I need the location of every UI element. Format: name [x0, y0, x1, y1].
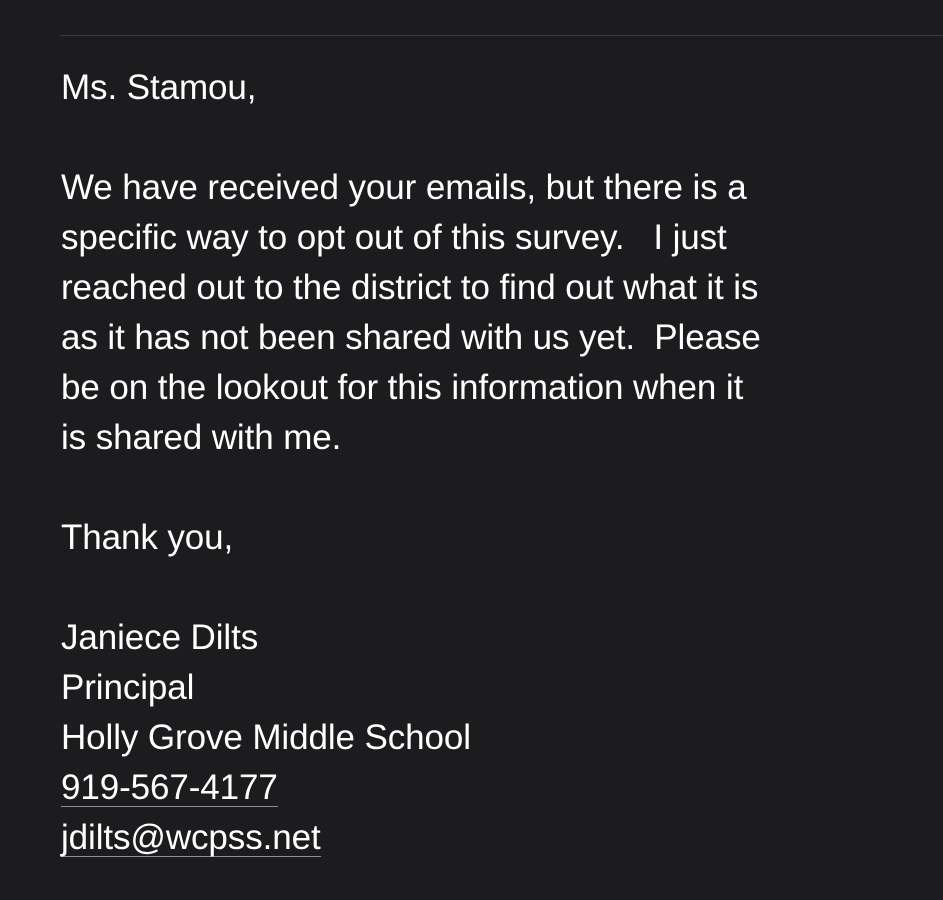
email-body: [61, 63, 921, 863]
email-address-link[interactable]: jdilts@wcpss.net: [61, 818, 321, 857]
signature-phone-row: [61, 763, 921, 813]
paragraph-spacer: [61, 113, 921, 163]
signature-school: Holly Grove Middle School: [61, 718, 471, 757]
paragraph-spacer: [61, 463, 921, 513]
header-divider: [60, 35, 943, 36]
message-line: reached out to the district to find out what it is: [61, 268, 759, 307]
signature-title: Principal: [61, 668, 195, 707]
signature-email-row: [61, 813, 921, 863]
phone-link[interactable]: 919-567-4177: [61, 768, 278, 807]
email-closing: Thank you,: [61, 518, 234, 557]
message-line: be on the lookout for this information when it: [61, 368, 744, 407]
message-line: is shared with me.: [61, 418, 342, 457]
email-signature: [61, 613, 921, 863]
message-line: specific way to opt out of this survey. I just: [61, 218, 727, 257]
paragraph-spacer: [61, 563, 921, 613]
signature-name: Janiece Dilts: [61, 618, 259, 657]
message-line: We have received your emails, but there is a: [61, 168, 747, 207]
email-greeting: Ms. Stamou,: [61, 68, 257, 107]
email-message-paragraph: [61, 163, 921, 463]
message-line: as it has not been shared with us yet. Please: [61, 318, 761, 357]
